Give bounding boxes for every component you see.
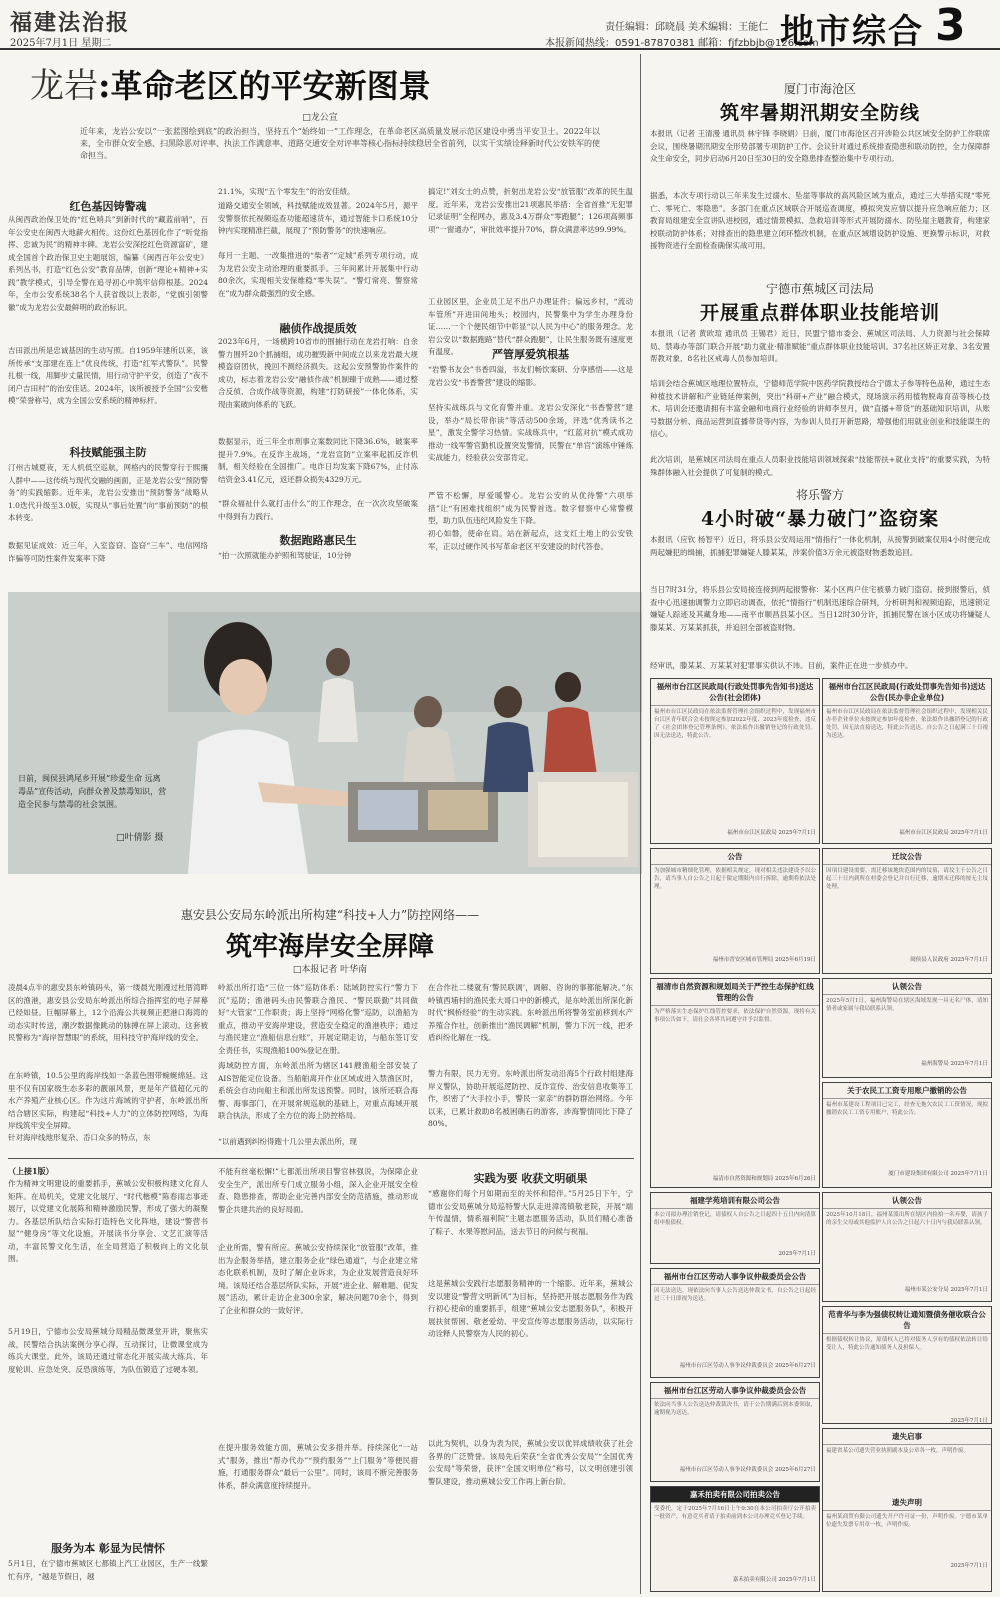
notice-sign: 闽侯县人民政府 2025年7月1日	[910, 957, 988, 963]
coast-kicker: 惠安县公安局东岭派出所构建“科技+人力”防控网络——	[180, 908, 480, 922]
notice-box	[650, 1486, 820, 1592]
notice-box	[650, 978, 820, 1188]
notice-body: 本公司拟办理注销登记，请债权人自公告之日起四十五日内向清算组申报债权。	[654, 1212, 816, 1226]
notice-body: 福州市台江区民政局在依法监督管理社会组织过程中，发现福州市台江区青年联合会未按规定参加2022年度、2023年度检查，违反了《社会团体登记管理条例》，依法拟作出撤销登记的行政处罚。因无法送达，特此公告。	[654, 709, 816, 739]
section-title: 地市综合	[780, 12, 924, 52]
notice-title: 福州市台江区民政局(行政处罚事先告知书)送达公告(社会团体)	[651, 679, 819, 706]
lead-sub-2: 科技赋能强主防	[69, 446, 147, 459]
lead-col2-p1: 21.1%，实现“五个零发生”的治安佳绩。	[218, 187, 355, 196]
lead-col3-p1: 搞定!”刘女士的点赞，折射出龙岩公安“放管服”改革的民生温度。近年来，龙岩公安推出21项惠民举措：全省首推“无犯罪记录证明”全程网办，惠及3.4万群众“零跑腿”；126项高频事项“一窗通办”，审批效率提升70%，群众满意率达99.99%。	[428, 187, 633, 234]
notice-sign: 嘉禾拍卖有限公司 2025年7月1日	[732, 1577, 816, 1583]
bottom-col1-p3: 5月1日，在宁德市蕉城区七都镇上汽工业园区，生产一线繁忙有序，“越是节假日，越	[8, 1559, 208, 1581]
coast-byline: □本报记者 叶华南	[292, 965, 368, 975]
notice-body: 为严格落实生态保护红线管控要求，依法保护自然资源，现将有关事项公告如下，请社会各界共同遵守并予以监督。	[654, 1009, 816, 1023]
notice-box	[822, 1192, 992, 1302]
notice-sign: 福州市台江区劳动人事争议仲裁委员会 2025年6月27日	[679, 1363, 816, 1369]
editors-line: 责任编辑：邱晓晨 美术编辑：王能仁	[605, 22, 769, 33]
notice-box	[650, 1268, 820, 1378]
notice-body: 福州某商贸有限公司遗失开户许可证一份，声明作废。宁德市某单位遗失发票专用章一枚，声明作废。	[826, 1514, 988, 1528]
notice-title: 福州市台江区民政局(行政处罚事先告知书)送达公告(民办非企业单位)	[823, 679, 991, 706]
lead-headline	[30, 58, 630, 108]
lead-sub-3: 融侦作战提质效	[279, 322, 357, 335]
lead-sub-1: 红色基因铸警魂	[69, 200, 147, 213]
notice-box	[650, 1382, 820, 1482]
notice-body: 受委托，定于2025年7月16日上午9:30在本公司拍卖厅公开拍卖一批资产，有意竞买者请于拍卖前到本公司办理竞买登记手续。	[654, 1506, 816, 1520]
notice-sign: 福州市某公安分局 2025年7月1日	[904, 1287, 988, 1293]
notice-title: 认领公告	[823, 979, 991, 995]
brief1-title: 筑牢暑期汛期安全防线	[719, 102, 920, 124]
issue-date: 2025年7月1日 星期二	[10, 38, 112, 49]
coast-col1-p1: 凌晨4点半的惠安县东岭镇码头，第一缕晨光刚漫过杜厝湾畔区的渔港，惠安县公安局东岭派出所综合指挥室的电子屏幕已经如昼。巨幅屏幕上，12个沿海公共视频正把港口海湾的动态实时传送，潮汐数据像跳动的脉搏在屏上滚动。这套被民警称为“海岸智慧眼”的系统，用科技守护海岸线的安全。	[8, 983, 208, 1042]
brief3-body-2: 当日7时31分，将乐县公安局接连接到两起报警称：某小区两户住宅被暴力破门盗窃。接到报警后，侦查中心迅速抽调警力立即启动调查，依托“情指行”机制迅速综合研判，分析研判和视频追踪，迅速锁定嫌疑人踪迹及其藏身地——南平市顺昌县某小区。当日12时30分许，抓捕民警在该小区成功将嫌疑人滕某某、万某某抓获，并追回全部被盗财物。	[650, 585, 990, 632]
notice-title: 福州市台江区劳动人事争议仲裁委员会公告	[651, 1383, 819, 1399]
lead-col3-p3: “岩警书友会”书香四溢，书友们畅饮案研、分享感悟——这是龙岩公安“书香警营”建设的缩影。	[428, 365, 633, 387]
coast-title: 筑牢海岸安全屏障	[225, 932, 434, 962]
news-photo	[8, 592, 642, 874]
notice-title: 福建学苑培训有限公司公告	[651, 1193, 819, 1209]
notice-title: 公告	[651, 849, 819, 865]
notice-sign: 2025年7月1日	[950, 1563, 988, 1569]
notice-title: 关于农民工工资专用账户撤销的公告	[823, 1083, 991, 1099]
coast-col2-p3: “以前遇到纠纷得跑十几公里去派出所，现	[218, 1137, 357, 1146]
lead-col1-p4: 数据见证成效：近三年，入室盗窃、盗窃“三车”、电信网络诈骗等可防性案件发案率下降	[8, 541, 208, 563]
lead-sub-4: 数据跑路惠民生	[279, 534, 357, 547]
notice-body: 2025年5月1日，福州海警局在辖区海域发现一具无名尸体，请知情者或家属与我局联系认领。	[826, 998, 988, 1012]
notice-sign: 厦门市建设集团有限公司 2025年7月1日	[888, 1171, 988, 1177]
notice-title: 认领公告	[823, 1193, 991, 1209]
bottom-col1-p2: 5月19日，宁德市公安局蕉城分局精品微课堂开讲，聚焦实战，民警结合执法案例分享心得，互动探讨，让微课堂成为练兵大课堂。此外，该局还通过常态化开展实战大练兵、年度轮训、应急处突、反恐演练等，为队伍锻造了过硬本领。	[8, 1327, 208, 1374]
notice-title: 嘉禾拍卖有限公司拍卖公告	[651, 1487, 819, 1503]
bottom-col1-p1: 作为精神文明建设的重要抓手，蕉城公安积极构建文化育人矩阵。在局机关，党建文化展厅、“时代楷模”陈春雨志事迹展厅，以党建文化展陈和精神激励民警，形成了强大的凝聚力。各基层所队结合实际打造特色文化阵地，建设“警营书屋”“健身房”等文化设施，开展读书分享会、文艺汇演等活动，丰富民警文化生活，在全局营造了积极向上的文化氛围。	[8, 1179, 208, 1263]
notice-body: 福州市某建设工程项目已完工，经查无拖欠农民工工资情况，现拟撤销农民工工资专用账户，特此公告。	[826, 1102, 988, 1116]
notice-title: 福清市自然资源和规划局关于严控生态保护红线管理的公告	[651, 979, 819, 1006]
brief1-body-1: 本报讯（记者 王清漫 通讯员 林宇锋 李晓娟）日前，厦门市海沧区召开涉险公共区域安全防护工作联席会议，围绕暑期汛期安全形势部署专项防护工作。会议针对通过系统排查隐患和联动防控，全力保障群众生命安全，同步启动6月20日至30日的安全隐患排查整治集中专项行动。	[650, 129, 990, 163]
notice-box	[822, 848, 992, 974]
lead-col2-p4: 2023年6月，一场横跨10省市的围捕行动在龙岩打响：自余警力围歼20个抓捕组，成功摧毁新中间成立以来龙岩最大规模盗窃团伙，挽回不测经济损失。这起公安预警协作案件的成功，标志着龙岩公安“融侦作战”机制臻于成熟——通过整合反侦、合成作战等资源，构建“打防研接”一体化体系，实现由案破向体系的飞跃。	[218, 337, 418, 409]
bottom-sub-2: 实践为要 收获文明硕果	[473, 1172, 588, 1185]
lead-title-colon: :	[98, 66, 111, 106]
notice-title: 迁坟公告	[823, 849, 991, 865]
photo-credit: □叶倩影 摄	[116, 833, 164, 843]
brief1-body-2: 据悉，本次专项行动以三年来发生过溺水、坠崖等事故的高风险区域为重点，通过三大举措实现“零死亡、零死亡、零隐患”。多部门在重点区域联合开展巡查调度，模拟突发应情以提升应急响应能力；区教育局组建安全宣讲队进校园，通过情景模拟、急救培训等形式开展防溺水、防坠崖主题教育，构建家校联动防护体系；对排查出的隐患建立闭环整改机制，在重点区域增设防护设施、更换警示标识，对救援物资进行全面检查确保实战可用。	[650, 191, 990, 250]
notice-box	[650, 848, 820, 974]
lead-col3-p6: 初心如磐，使命在肩。站在新起点，这支红土地上的公安铁军，正以过硬作风书写革命老区平安建设的时代答卷。	[428, 529, 633, 551]
bottom-col3-p3: 以此为契机，以身为表为民，蕉城公安以优异成绩收获了社会各界的广泛赞誉。该局先后荣获“全省优秀公安局”“全国优秀公安局”等荣誉，获评“全国文明单位”称号，以文明创建引领警队建设，推动蕉城公安工作再上新台阶。	[428, 1439, 633, 1486]
notice-box	[650, 678, 820, 844]
masthead-logo: 福建法治报	[10, 10, 131, 36]
notice-sign: 福州市台江区劳动人事争议仲裁委员会 2025年6月27日	[679, 1467, 816, 1473]
brief3-kicker: 将乐警方	[795, 488, 844, 502]
notice-box	[650, 1192, 820, 1264]
notice-body: 依法向当事人公告送达仲裁裁决书，请于公告期满后到本委领取，逾期视为送达。	[654, 1402, 816, 1416]
column-divider	[640, 54, 641, 1594]
hotline-line: 本报新闻热线：0591-87870381 邮箱：fjfzbbjb@126.com	[545, 38, 819, 49]
notice-title: 遗失启事	[823, 1429, 991, 1445]
lead-col2-p3: 每月一主题、一改集推进的“柴者”“定城”系列专项行动，成为龙岩公安主动治理的重要抓手。三年间累计开展集中行动80余次，实现相关安保维稳“零失误”。“警灯常亮、警察常在”成为群众最强烈的安全感。	[218, 251, 418, 298]
notice-body: 福建省某公司遗失营业执照副本及公章各一枚，声明作废。	[826, 1448, 970, 1454]
brief3-body-3: 经审讯，滕某某、万某某对犯罪事实供认不讳。目前，案件正在进一步侦办中。	[650, 661, 913, 670]
page-number: 3	[935, 0, 966, 51]
lead-col2-p5: 数据显示，近三年全市刑事立案数同比下降36.6%，破案率提升7.9%。在反诈主战场，“龙岩宣防”立案率起抓反诈机制，相关经验在全国推广。电诈日均发案下降67%，止付冻结资金3.41亿元，返还群众损失4329万元。	[218, 437, 418, 484]
notice-title: 范青华与李为强债权转让通知暨债务催收联合公告	[823, 1307, 991, 1334]
brief2-title: 开展重点群体职业技能培训	[699, 302, 940, 324]
notice-body: 为加强城市精细化管理，依据相关规定，现对相关违法建设予以公告，请当事人自公告之日起于限定期限内自行拆除，逾期将依法处理。	[654, 868, 816, 890]
notice-body: 因项目建设需要，需迁移该地块范围内的坟墓，请坟主于公告之日起三十日内到所在村委会登记并自行迁移，逾期未迁移的按无主坟处理。	[826, 868, 988, 890]
notice-body: 2025年10月18日，福州某派出所在辖区内捡拾一名弃婴，请孩子的亲生父母或其他监护人自公告之日起六十日内与我局联系认领。	[826, 1212, 988, 1226]
coast-col2-p1: 岭派出所打造“三位一体”巡防体系：陆域防控实行“警力下沉”巡防；渔港码头由民警联合渔民、“警民联勤”共同做好“大管家”工作职责；海上坚持“网格化警”巡防，以渔船为重点，推动平安海岸建设，营造安全稳定的渔港秩序；通过与渔民建立“渔船信息台账”，开展定期走访，与船东签订安全责任书，实现渔船100%登记在册。	[218, 983, 418, 1055]
lead-col2-p6: “群众福祉什么就打击什么”的工作理念，在一次次攻坚破案中得到有力践行。	[218, 499, 418, 521]
lead-intro: 近年来，龙岩公安以“一张蓝图绘到底”的政治担当，坚持五个“始终如一”工作理念，在革命老区高质量发展示范区建设中勇当平安卫士。2022年以来，全市群众安全感、扫黑除恶对评率、执法工作满意率、道路交通安全对评率等核心指标持续稳居全省前列，以实干实绩诠释新时代公安铁军的使命担当。	[80, 127, 600, 160]
lead-col3-p5: 严管不松懈，厚爱暖警心。龙岩公安的从优待警“六项举措”让“有困难找组织”成为民警首选。数字督察中心常警模型，助力队伍违纪风险发生下降。	[428, 491, 633, 525]
brief2-body-3: 此次培训，是蕉城区司法局在重点人员职业技能培训领域探索“技能帮扶+就业支持”的重要实践，为特殊群体融入社会提供了可复制的模式。	[650, 455, 990, 477]
notice-sign: 福清市自然资源和规划局 2025年6月26日	[712, 1176, 816, 1182]
lead-byline: □龙公宣	[302, 113, 338, 123]
lead-sub-5: 严管厚爱筑根基	[492, 348, 569, 361]
lead-col1-p3: 汀州古城夏夜，无人机低空巡航，网格内的民警穿行于熙攘人群中——这传统与现代交融的画面，正是龙岩公安“预防警务”的实践缩影。近年来，龙岩公安推出“预防警务”战略从1.0迭代升级至3.0版，实现从“事后处置”向“事前预防”的根本转变。	[8, 463, 208, 522]
brief3-body-1: 本报讯（应钦 杨智平）近日，将乐县公安局运用“情指行”一体化机制，从接警到破案仅用4小时便完成两起嫌犯的缉捕，抓捕犯罪嫌疑人滕某某，涉案价值3万余元被盗财物悉数追回。	[650, 535, 990, 557]
coast-col3-p2: 警力有限，民力无穷。东岭派出所发动沿海5个行政村组建海岸义警队，协助开展巡逻防控、反诈宣传、治安信息收集等工作，织密了“大手拉小手，警民一家亲”的群防群治网络。今年以来，已累计救助8名被困礁石的游客，涉海警情同比下降了80%。	[428, 1069, 633, 1128]
coast-col1-p3: 针对海岸线地形复杂、岙口众多的特点，东	[8, 1133, 151, 1142]
notice-sign: 福州市台江区民政局 2025年7月1日	[899, 830, 988, 836]
notice-box	[822, 1082, 992, 1188]
notice-body: 福州市台江区民政局在依法监督管理社会组织过程中，发现相关民办非企业单位未按规定参加年度检查，依法拟作出撤销登记的行政处罚。因无法直接送达，特此公告送达。自公告之日起满三十日视为送达。	[826, 709, 988, 739]
bottom-col2-p3: 在提升服务效能方面，蕉城公安多措并举。持续深化“一站式”服务，推出“帮办代办”“预约服务”“上门服务”等便民措施，打通服务群众“最后一公里”。同时，该局不断完善服务体系，群众满意度持续提升。	[218, 1443, 418, 1490]
brief1-kicker: 厦门市海沧区	[783, 82, 856, 96]
photo-caption: 日前，闽侯县鸿尾乡开展“珍爱生命 远离毒品”宣传活动，向群众普及禁毒知识，营造全民参与禁毒的社会氛围。	[18, 774, 167, 809]
continued-label: （上接1版）	[8, 1166, 54, 1176]
coast-col1-p2: 在东岭镇，10.5公里的海岸线如一条蓝色围带蜿蜒绵延。这里不仅有国家级生态多彩的靓丽风景，更是年产值超亿元的水产养殖产业核心区。作为这片海域的守护者，东岭派出所结合辖区实际，构建起“科技+人力”的立体防控网络，为海岸线筑牢安全屏障。	[8, 1071, 208, 1130]
notice-title: 遗失声明	[823, 1495, 991, 1511]
notice-box	[822, 1306, 992, 1424]
notice-title: 福州市台江区劳动人事争议仲裁委员会公告	[651, 1269, 819, 1285]
bottom-col3-p1: “感谢你们每个月如期而至的关怀和陪伴。”5月25日下午，宁德市公安局蕉城分局巡特警大队走进漳湾镇敬老院，开展“端午传温情，情系福利院”主题志愿服务活动，队员们精心准备了粽子、水果等慰问品，送去节日的问候与祝福。	[428, 1189, 633, 1236]
lead-col3-p2: 工业园区里，企业员工足不出户办理证件；偏远乡村，“流动车管所”开进田间地头；校园内，民警集中为学生办理身份证……一个个便民细节中彰显“以人民为中心”的服务理念。龙岩公安以“数据跑路”替代“群众跑腿”，让民生服务既有速度更有温度。	[428, 297, 633, 356]
photo-illustration	[8, 592, 642, 874]
coast-col2-p2: 海域防控方面，东岭派出所为辖区141艘渔船全部安装了AIS智能定位设备。当船舶离开作业区域或进入禁渔区时，系统会自动向船主和派出所发送预警。同时，该所还联合海警、海事部门，在开展常规巡航的基础上，对重点海域开展联合执法，形成了全方位的海上防控格局。	[218, 1061, 418, 1120]
section-divider	[8, 1158, 634, 1159]
lead-col1-p1: 从闽西政治保卫处的“红色哨兵”到新时代的“藏蓝前哨”，百年公安史在闽西大地薪火相传。这份红色基因化作了“听党指挥、忠诚为民”的精神丰碑。龙岩公安深挖红色资源富矿，建成全国首个政治保卫史主题展馆，编纂《闽西百年公安史》系列丛书，打造“红色公安”教育品牌，创新“理论+精神+实践”教学模式，引导全警在追寻初心中筑牢信仰根基。2024年，全市公安系统38名个人获省级以上表彰，“党旗引领警徽”成为龙岩公安最鲜明的政治标识。	[8, 215, 208, 312]
notice-sign: 2025年7月1日	[950, 1418, 988, 1424]
bottom-col2-p2: 企业所需，警有所应。蕉城公安持续深化“放管服”改革，推出为企服务举措，建立服务企业“绿色通道”，与企业建立常态化联系机制，及时了解企业诉求，为企业发展营造良好环境。该局还结合基层所队实际，开展“进企业、解难题、促发展”活动，累计走访企业300余家，解决问题70余个，得到了企业和群众的一致好评。	[218, 1243, 418, 1315]
lead-col3-p4: 坚持实战练兵与文化育警并重。龙岩公安深化“书香警营”建设，举办“局长带你读”等活动500余场，评选“优秀读书之星”，激发全警学习热情。实战练兵中，“红蓝对抗”模式成功推动一线军警官勤机设置突发警情，民警在“单官”演练中锤炼实战能力，经验获公安部肯定。	[428, 403, 633, 462]
brief3-title: 4小时破“暴力破门”盗窃案	[700, 508, 940, 530]
brief2-body-1: 本报讯（记者 黄欧瑄 通讯员 王锡君）近日，民盟宁德市委会、蕉城区司法局、人力资源与社会保障局、禁毒办等部门联合开展“助力就业·精准赋能”重点群体职业技能培训。37名社区矫正对象、3名安置帮教对象、8名社区戒毒人员参加培训。	[650, 329, 990, 363]
bottom-col3-p2: 这是蕉城公安践行志愿服务精神的一个缩影。近年来，蕉城公安以建设“警营文明新风”为目标，坚持把开展志愿服务作为践行初心使命的重要抓手，组建“蕉城公安志愿服务队”，积极开展扶贫帮困、敬老爱幼、平安宣传等志愿服务活动，以实际行动诠释人民警察为人民的初心。	[428, 1279, 633, 1338]
notice-sign: 福州海警局 2025年7月1日	[921, 1061, 988, 1067]
lead-col2-p2: 道路交通安全领域，科技赋能成效显著。2024年5月，源平安警察依托视频巡查功能超速货车，通过智能卡口系统10分钟内实现精准拦截，展现了“预防警务”的快速响应。	[218, 201, 418, 235]
notice-sign: 福州市晋安区城市管理局 2025年6月19日	[712, 957, 816, 963]
notice-box	[822, 1428, 992, 1592]
notice-sign: 福州市台江区民政局 2025年7月1日	[727, 830, 816, 836]
lead-col1-p2: 吉田派出所是忠诚基因的生动写照。自1959年建所以来，该所传承“支部建在连上”优良传统，打造“红军式警队”。民警扎根一线，用脚步丈量民情，用行动守护平安，创造了“夜不闭户吉田村”的治安佳话。2024年，该所被授予全国“公安楷模”荣誉称号，成为全国公安系统的精神标杆。	[8, 346, 208, 405]
notice-sign: 2025年7月1日	[778, 1251, 816, 1257]
page-header	[0, 0, 1000, 50]
notice-body: 因无法送达，现依法向当事人公告送达仲裁文书，自公告之日起经过三十日即视为送达。	[654, 1288, 816, 1302]
bottom-sub-1: 服务为本 彰显为民情怀	[51, 1542, 165, 1555]
brief2-body-2: 培训会结合蕉城区地理位置特点，宁德师范学院中医药学院教授结合宁德太子参等特色品种，通过生态种植技术讲解和产业链延伸案例，突出“科研+产业”融合模式，现场演示药用植物脱毒育苗等核心技术。培训会还邀请拥有丰富金融和电商行业经验的讲师李昱月，做“直播+带货”的基础知识培训，从账号数据分析、商品运营到直播带货等内容，为参训人员打开新思路，增强他们用就业创业和技能谋生的信心。	[650, 379, 990, 438]
brief2-kicker: 宁德市蕉城区司法局	[765, 282, 874, 296]
notice-box	[822, 678, 992, 844]
lead-title-city: 龙岩	[30, 66, 98, 106]
bottom-col2-p1: 不能有丝毫松懈!”七都派出所项目警官林强说，为保障企业安全生产，派出所专门成立服务小组，深入企业开展安全检查、隐患排查，帮助企业完善内部安全防范措施，推动形成警企共建共治的良好局面。	[218, 1167, 418, 1214]
notice-box	[822, 978, 992, 1078]
lead-title-main: 革命老区的平安新图景	[110, 67, 431, 105]
notice-body: 根据债权转让协议，原债权人已将对债务人享有的债权依法转让给受让人，特此公告通知债务人及担保人。	[826, 1337, 988, 1351]
coast-col3-p1: 在合作社二楼就有‘警民联调’，调解、咨询的事都能解决。”东岭镇西埔村的渔民张大哥口中的新模式，是东岭派出所深化新时代“枫桥经验”的生动实践。东岭派出所将警务室前移到水产养殖合作社，创新推出“渔民调解”机制，警力下沉一线，把矛盾纠纷化解在一线。	[428, 983, 633, 1042]
lead-col2-p7: “拍一次照就能办护照和驾驶证，10分钟	[218, 551, 352, 560]
